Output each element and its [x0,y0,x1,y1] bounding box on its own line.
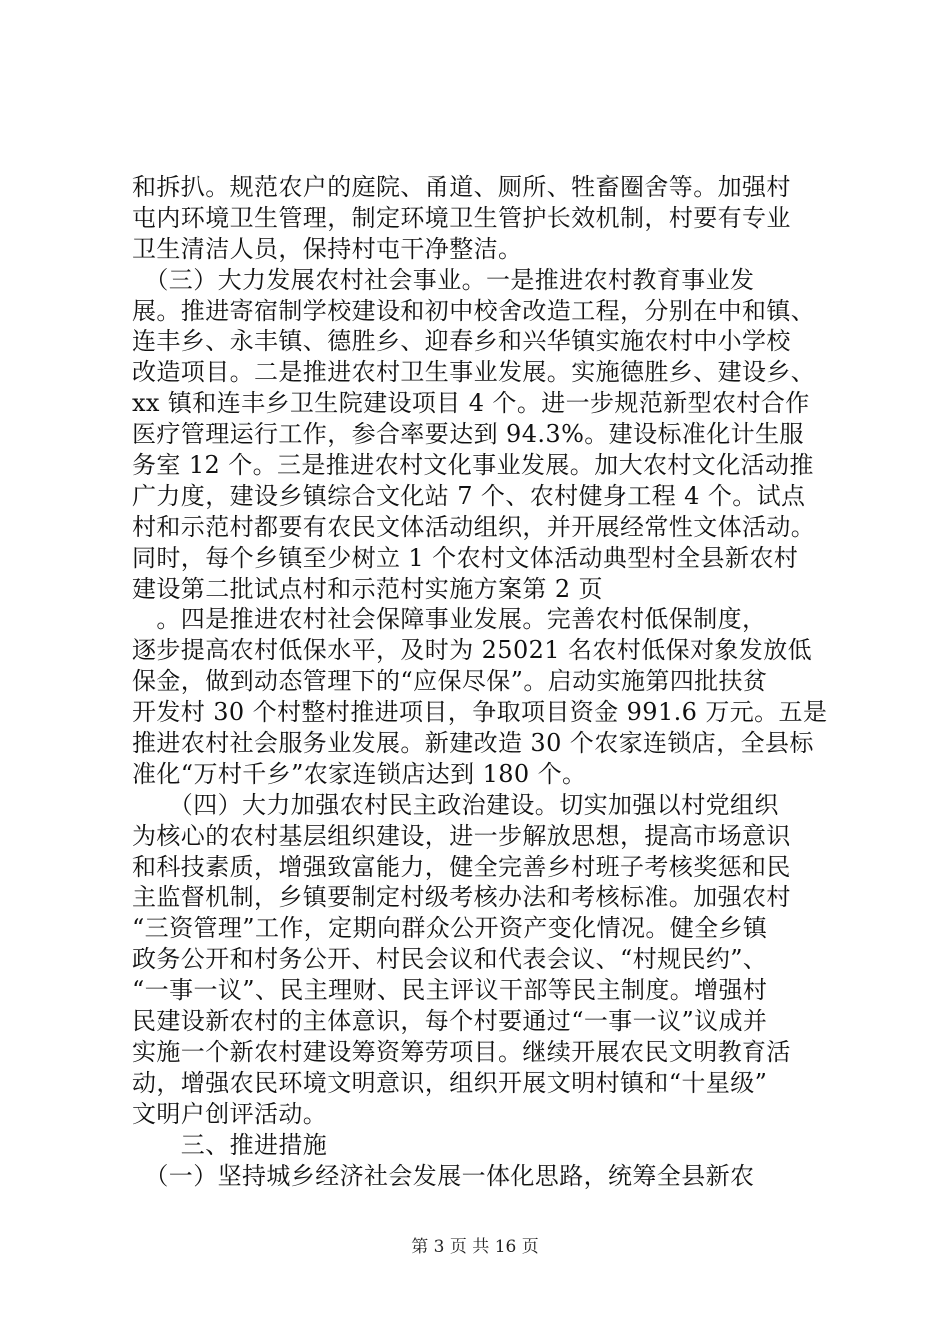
text-line: 务室 12 个。三是推进农村文化事业发展。加大农村文化活动推 [132,451,814,480]
text-line: 实施一个新农村建设筹资筹劳项目。继续开展农民文明教育活 [132,1037,791,1066]
text-line: 逐步提高农村低保水平，及时为 25021 名农村低保对象发放低 [132,636,813,665]
text-line: xx 镇和连丰乡卫生院建设项目 4 个。进一步规范新型农村合作 [132,389,810,418]
text-line: 推进农村社会服务业发展。新建改造 30 个农家连锁店，全县标 [132,729,814,758]
text-line: 和拆扒。规范农户的庭院、甬道、厕所、牲畜圈舍等。加强村 [132,173,791,201]
text-line: 动，增强农民环境文明意识，组织开展文明村镇和“十星级” [132,1068,768,1097]
text-line: “三资管理”工作，定期向群众公开资产变化情况。健全乡镇 [132,914,768,943]
text-line: 主监督机制，乡镇要制定村级考核办法和考核标准。加强农村 [132,883,791,912]
text-line: （四）大力加强农村民主政治建设。切实加强以村党组织 [132,790,779,819]
text-line: 为核心的农村基层组织建设，进一步解放思想，提高市场意识 [132,821,791,850]
text-line: 村和示范村都要有农民文体活动组织，并开展经常性文体活动。 [132,512,816,541]
text-line: 广力度，建设乡镇综合文化站 7 个、农村健身工程 4 个。试点 [132,481,806,510]
text-line: 同时，每个乡镇至少树立 1 个农村文体活动典型村全县新农村 [132,543,799,572]
text-line: 。四是推进农村社会保障事业发展。完善农村低保制度， [132,605,767,634]
page-number-footer: 第 3 页 共 16 页 [411,1237,539,1257]
text-line: 展。推进寄宿制学校建设和初中校舍改造工程，分别在中和镇、 [132,296,816,325]
section-heading: 三、推进措施 [132,1130,328,1159]
text-line: 卫生清洁人员，保持村屯干净整洁。 [132,234,523,263]
text-line: 开发村 30 个村整村推进项目，争取项目资金 991.6 万元。五是 [132,698,828,727]
text-line: 建设第二批试点村和示范村实施方案第 2 页 [132,574,603,603]
text-line: （一）坚持城乡经济社会发展一体化思路，统筹全县新农 [132,1161,755,1190]
text-line: （三）大力发展农村社会事业。一是推进农村教育事业发 [132,265,755,294]
body-text [132,172,832,1191]
text-line: 准化“万村千乡”农家连锁店达到 180 个。 [132,759,587,788]
text-line: 连丰乡、永丰镇、德胜乡、迎春乡和兴华镇实施农村中小学校 [132,327,791,356]
text-line: 屯内环境卫生管理，制定环境卫生管护长效机制，村要有专业 [132,203,791,232]
text-line: 民建设新农村的主体意识，每个村要通过“一事一议”议成并 [132,1007,768,1036]
text-line: 文明户创评活动。 [132,1099,328,1128]
text-line: “一事一议”、民主理财、民主评议干部等民主制度。增强村 [132,976,768,1005]
text-line: 医疗管理运行工作，参合率要达到 94.3%。建设标准化计生服 [132,420,804,449]
text-line: 和科技素质，增强致富能力，健全完善乡村班子考核奖惩和民 [132,852,791,881]
text-line: 改造项目。二是推进农村卫生事业发展。实施德胜乡、建设乡、 [132,358,816,387]
text-line: 政务公开和村务公开、村民会议和代表会议、“村规民约”、 [132,945,768,974]
text-line: 保金，做到动态管理下的“应保尽保”。启动实施第四批扶贫 [132,667,768,696]
